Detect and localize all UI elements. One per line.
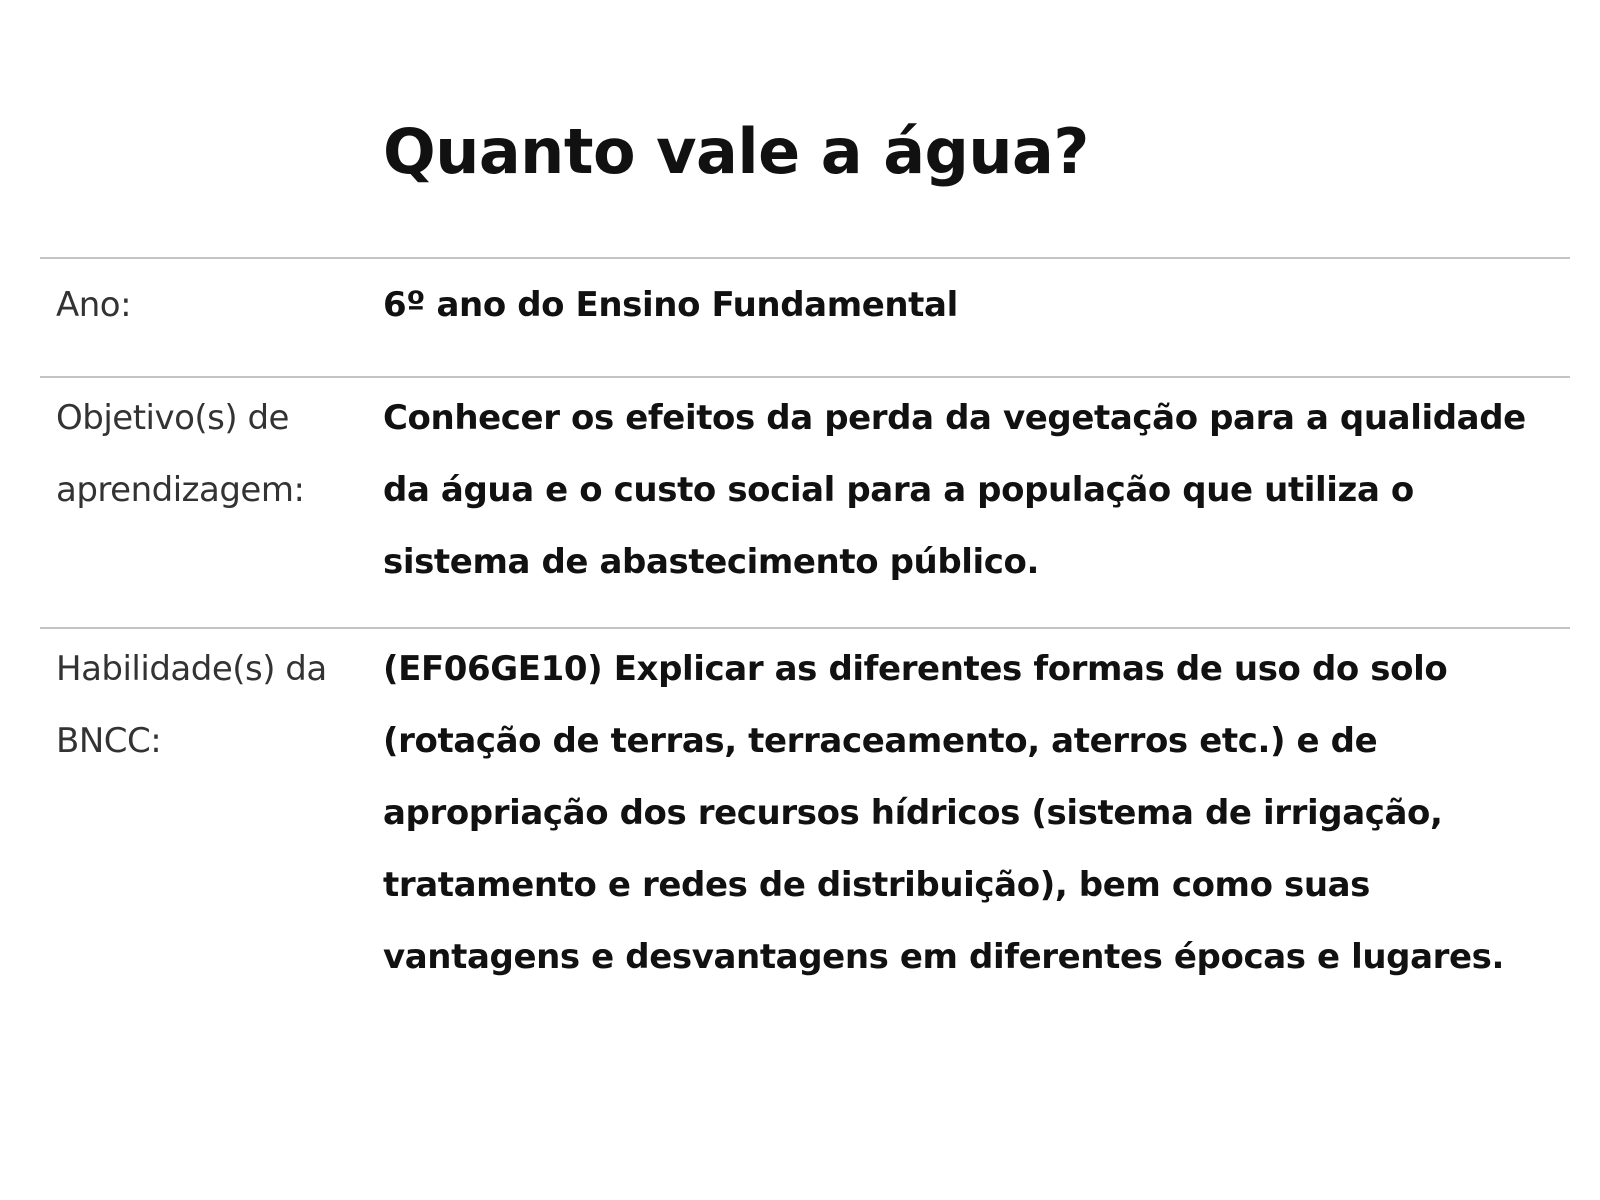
- row-year: [40, 257, 1570, 376]
- row-bncc-skills: [40, 627, 1570, 1067]
- page-title: Quanto vale a água?: [383, 115, 1089, 188]
- bncc-skills-value: (EF06GE10) Explicar as diferentes formas de uso do solo (rotação de terras, terraceamento, aterros etc.) e de apropriação dos recursos hídricos (sistema de irrigação, tratamento e redes de distribuição), bem como suas vantagens e desvantagens em diferentes épocas e lugares.: [383, 649, 1505, 977]
- bncc-skills-label: Habilidade(s) da BNCC:: [56, 649, 327, 761]
- row-learning-objectives: [40, 376, 1570, 627]
- year-label: Ano:: [56, 285, 132, 325]
- lesson-info-table: [40, 257, 1570, 1067]
- learning-objectives-value: Conhecer os efeitos da perda da vegetação para a qualidade da água e o custo social para a população que utiliza o sistema de abastecimento público.: [383, 398, 1526, 582]
- learning-objectives-label: Objetivo(s) de aprendizagem:: [56, 398, 305, 510]
- year-value: 6º ano do Ensino Fundamental: [383, 285, 958, 325]
